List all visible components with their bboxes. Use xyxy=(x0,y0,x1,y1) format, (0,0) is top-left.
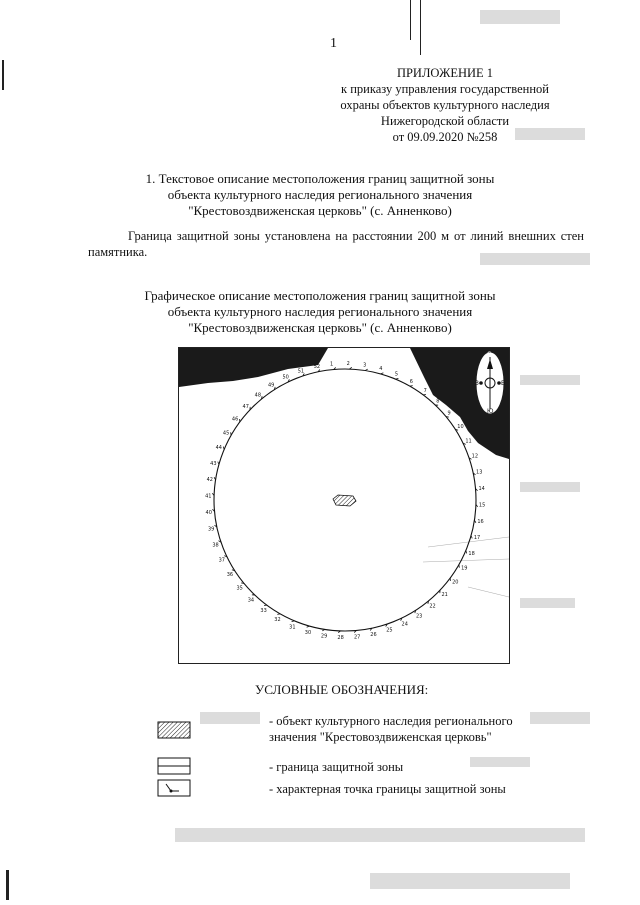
boundary-point-label: 31 xyxy=(289,624,296,631)
appendix-title: ПРИЛОЖЕНИЕ 1 xyxy=(396,66,494,80)
boundary-point-label: 42 xyxy=(206,476,214,483)
boundary-point-label: 23 xyxy=(415,613,423,620)
boundary-point-label: 22 xyxy=(429,603,436,610)
legend-point-label: - характерная точка границы защитной зоны xyxy=(269,782,506,796)
zone-map-svg xyxy=(178,347,510,664)
page-number: 1 xyxy=(330,36,337,51)
boundary-point-label: 27 xyxy=(353,634,361,641)
boundary-point-label: 1 xyxy=(330,361,334,368)
boundary-point-label: 10 xyxy=(457,424,464,431)
boundary-point-label: 8 xyxy=(436,398,440,405)
boundary-point-label: 2 xyxy=(346,361,350,368)
scan-artifact xyxy=(410,0,411,40)
appendix-line: Нижегородской области xyxy=(380,114,510,128)
boundary-point-label: 46 xyxy=(231,416,239,423)
boundary-point-label: 47 xyxy=(242,403,249,410)
legend-point-symbol xyxy=(157,779,191,797)
legend-hatch-symbol xyxy=(157,721,191,739)
section2-title xyxy=(0,288,640,336)
boundary-point-label: 6 xyxy=(409,378,413,385)
appendix-line: к приказу управления государственной xyxy=(341,82,549,96)
scan-artifact xyxy=(370,873,570,889)
boundary-point-label: 15 xyxy=(478,502,486,509)
boundary-point-label: 18 xyxy=(468,550,475,557)
boundary-point-label: 40 xyxy=(205,509,212,516)
legend-heritage-line: значения "Крестовоздвиженская церковь" xyxy=(269,730,492,744)
section1-line: "Крестовоздвиженская церковь" (с. Анненково) xyxy=(188,203,452,218)
section2-line: объекта культурного наследия регионального значения xyxy=(167,304,473,319)
boundary-point-label: 20 xyxy=(452,579,459,586)
compass-west-label: З xyxy=(475,380,479,387)
boundary-point-label: 24 xyxy=(401,621,408,628)
boundary-point-label: 33 xyxy=(260,608,267,615)
heritage-object-church xyxy=(333,495,356,506)
boundary-point-label: 28 xyxy=(337,634,344,641)
legend-title: УСЛОВНЫЕ ОБОЗНАЧЕНИЯ: xyxy=(255,682,429,697)
section1-line: 1. Текстовое описание местоположения границ защитной зоны xyxy=(145,171,495,186)
section2-line: "Крестовоздвиженская церковь" (с. Анненково) xyxy=(188,320,452,335)
compass-east-label: В xyxy=(501,380,506,387)
boundary-point-label: 34 xyxy=(247,597,255,604)
scan-artifact xyxy=(480,253,590,265)
scan-artifact xyxy=(420,0,421,55)
boundary-point-label: 43 xyxy=(210,460,217,467)
boundary-point-label: 48 xyxy=(254,392,262,399)
boundary-point-label: 39 xyxy=(207,526,215,533)
legend-heritage-line: - объект культурного наследия регионального xyxy=(269,714,513,728)
boundary-point-label: 45 xyxy=(222,430,230,437)
boundary-point-label: 12 xyxy=(471,453,479,460)
boundary-point-label: 5 xyxy=(394,371,399,378)
boundary-point-label: 11 xyxy=(465,438,472,445)
boundary-point-label: 35 xyxy=(236,585,243,592)
appendix-date: от 09.09.2020 №258 xyxy=(392,130,498,144)
boundary-point-label: 30 xyxy=(304,629,312,636)
boundary-point-label: 38 xyxy=(212,542,219,549)
scan-artifact xyxy=(200,712,260,724)
boundary-point-label: 51 xyxy=(297,368,305,375)
section1-line: объекта культурного наследия регионального значения xyxy=(167,187,473,202)
boundary-point-label: 13 xyxy=(476,469,483,476)
scan-artifact xyxy=(6,870,9,900)
boundary-point-label: 16 xyxy=(477,519,484,526)
boundary-point-label: 9 xyxy=(447,410,451,417)
scan-artifact xyxy=(470,757,530,767)
legend-heritage-label xyxy=(269,713,549,745)
appendix-line: охраны объектов культурного наследия xyxy=(340,98,550,112)
zone-description-text: Граница защитной зоны установлена на расстоянии 200 м от линий внешних стен памятника. xyxy=(88,229,584,259)
boundary-point-label: 44 xyxy=(215,445,222,452)
zone-map xyxy=(178,347,510,664)
section1-title xyxy=(0,171,640,219)
scan-artifact xyxy=(520,375,580,385)
boundary-point-label: 52 xyxy=(313,363,321,370)
boundary-point-label: 36 xyxy=(226,571,234,578)
boundary-point-label: 32 xyxy=(274,617,281,624)
boundary-point-label: 25 xyxy=(386,627,393,634)
scan-artifact xyxy=(515,128,585,140)
boundary-point-label: 17 xyxy=(473,535,481,542)
boundary-point-label: 37 xyxy=(218,557,225,564)
legend-boundary-label: - граница защитной зоны xyxy=(269,760,404,774)
scan-artifact xyxy=(530,712,590,724)
boundary-point-label: 49 xyxy=(268,382,275,389)
boundary-point-label: 3 xyxy=(363,362,367,369)
compass-north-label: С xyxy=(487,351,492,358)
boundary-point-label: 4 xyxy=(379,366,383,373)
compass-south-label: Ю xyxy=(487,408,494,415)
scan-artifact xyxy=(175,828,585,842)
boundary-point-label: 19 xyxy=(461,565,468,572)
boundary-point-label: 41 xyxy=(205,493,212,500)
boundary-point-label: 7 xyxy=(423,387,427,394)
scan-artifact xyxy=(2,60,4,90)
boundary-point-label: 14 xyxy=(478,486,485,493)
scan-artifact xyxy=(520,482,580,492)
scan-artifact xyxy=(520,598,575,608)
boundary-point-label: 21 xyxy=(441,592,448,599)
boundary-point-label: 29 xyxy=(320,633,328,640)
legend-boundary-symbol xyxy=(157,757,191,775)
scan-artifact xyxy=(480,10,560,24)
boundary-point-label: 50 xyxy=(282,374,289,381)
boundary-point-label: 26 xyxy=(370,632,377,639)
section2-line: Графическое описание местоположения границ защитной зоны xyxy=(144,288,496,303)
